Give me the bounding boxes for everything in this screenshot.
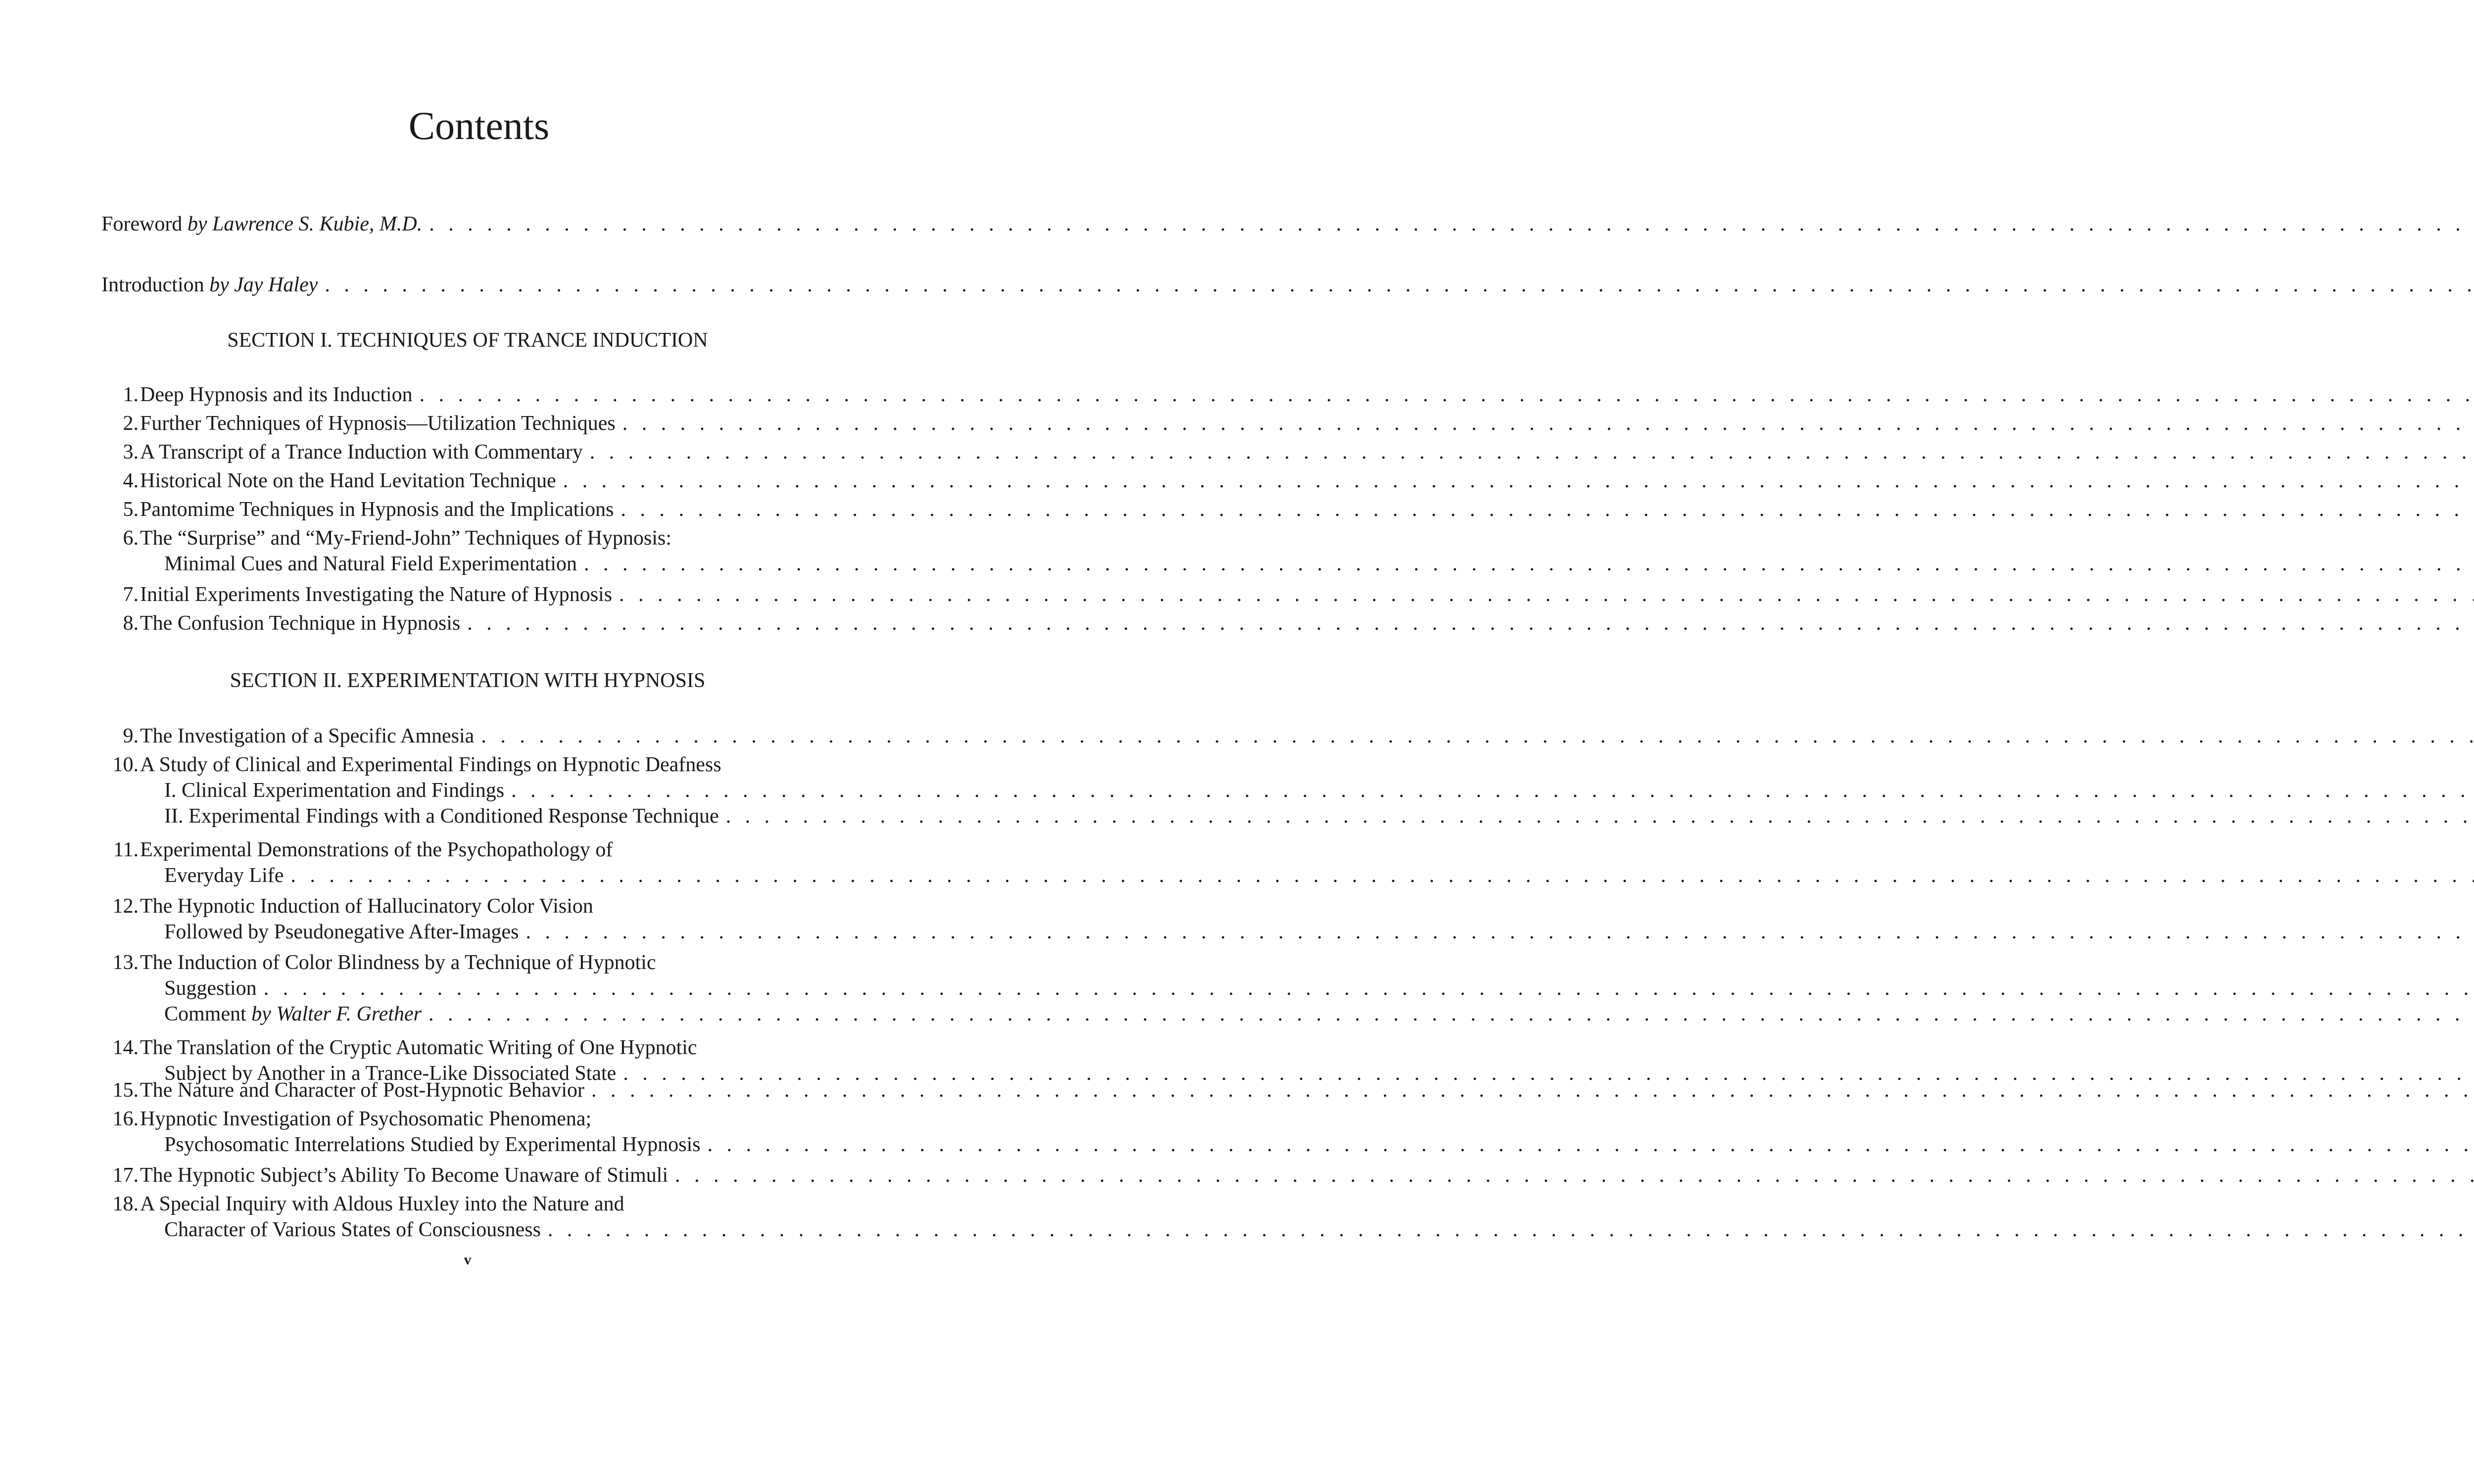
dot-leader [264, 974, 2474, 1002]
entry-title [164, 918, 519, 946]
dot-leader [584, 550, 2474, 578]
toc-line [101, 1216, 842, 1244]
toc-line [101, 892, 842, 920]
entry-title-text: Deep Hypnosis and its Induction [140, 383, 413, 406]
entry-title [140, 1076, 584, 1104]
entry-title-text: Character of Various States of Consciousness [164, 1218, 541, 1241]
entry-title-text: Suggestion [164, 977, 257, 1000]
toc-line [101, 271, 842, 299]
toc-entry [101, 1105, 842, 1159]
entry-title [140, 892, 593, 920]
dot-leader [590, 438, 2474, 466]
toc-line [101, 524, 842, 552]
toc-line [101, 862, 842, 889]
toc-line [101, 438, 842, 466]
entry-title-text: The Hypnotic Induction of Hallucinatory Color Vision [140, 895, 593, 918]
entry-number: 17. [112, 1164, 139, 1187]
dot-leader [428, 1000, 2474, 1028]
entry-title-text: Psychosomatic Interrelations Studied by Experimental Hypnosis [164, 1133, 701, 1156]
contents-page [0, 0, 958, 1484]
toc-line [101, 1105, 842, 1133]
toc-line [101, 974, 842, 1002]
toc-line [101, 1161, 842, 1189]
entry-title-text: Followed by Pseudonegative After-Images [164, 921, 519, 943]
dot-leader [548, 1216, 2474, 1244]
entry-title [140, 581, 612, 608]
dot-leader [325, 271, 2474, 299]
toc-entry [101, 836, 842, 889]
toc-line [101, 1076, 842, 1104]
entry-title [140, 1190, 624, 1218]
dot-leader [708, 1131, 2474, 1159]
entry-title [140, 1034, 697, 1062]
toc-line [101, 410, 842, 437]
entry-title-text: The “Surprise” and “My-Friend-John” Techniques of Hypnosis: [140, 527, 672, 550]
toc-line [101, 609, 842, 637]
toc-line [101, 751, 842, 779]
byline-word: by [187, 213, 207, 235]
toc-entry [101, 1076, 842, 1104]
toc-entry [101, 496, 842, 523]
entry-title [140, 381, 413, 409]
entry-title [140, 467, 556, 495]
entry-title [140, 722, 474, 750]
entry-title [164, 777, 504, 804]
entry-title [140, 1105, 591, 1133]
entry-number: 7. [123, 583, 139, 606]
entry-title-text: The Nature and Character of Post-Hypnotic Behavior [140, 1079, 585, 1102]
entry-title-text: A Special Inquiry with Aldous Huxley into the Nature and [140, 1193, 624, 1215]
entry-number: 16. [112, 1108, 139, 1130]
entry-number: 13. [112, 951, 139, 974]
entry-title-text: The Induction of Color Blindness by a Technique of Hypnotic [140, 951, 656, 974]
entry-number: 11. [113, 838, 139, 861]
toc-line [101, 1190, 842, 1218]
author-name: Jay Haley [234, 274, 318, 296]
dot-leader [467, 609, 2474, 637]
entry-number: 14. [112, 1036, 139, 1059]
section-heading: SECTION II. EXPERIMENTATION WITH HYPNOSIS [230, 669, 706, 692]
entry-title-text: The Investigation of a Specific Amnesia [140, 725, 475, 747]
section-heading: SECTION I. TECHNIQUES OF TRANCE INDUCTION [227, 329, 708, 352]
toc-line [101, 802, 842, 830]
entry-title [140, 751, 721, 779]
toc-line [101, 949, 842, 976]
entry-title-text: A Study of Clinical and Experimental Findings on Hypnotic Deafness [140, 753, 721, 776]
front-matter-entry [101, 271, 842, 299]
toc-entry [101, 410, 842, 437]
toc-line [101, 918, 842, 946]
author-name: Walter F. Grether [276, 1003, 422, 1025]
entry-title [164, 550, 577, 578]
toc-line [101, 836, 842, 864]
dot-leader [619, 581, 2474, 608]
entry-title-text: Comment [164, 1003, 246, 1025]
entry-title-text: The Translation of the Cryptic Automatic Writing of One Hypnotic [140, 1036, 697, 1059]
byline-word: by [209, 274, 229, 296]
toc-entry [101, 381, 842, 409]
entry-title [140, 410, 616, 437]
front-matter-entry [101, 210, 842, 238]
entry-title [140, 496, 614, 523]
entry-title-text: II. Experimental Findings with a Conditioned Response Technique [164, 805, 719, 828]
toc-line [101, 581, 842, 608]
entry-title-text: Subject by Another in a Trance-Like Dissociated State [164, 1062, 617, 1085]
dot-leader [481, 722, 2474, 750]
toc-line [101, 1131, 842, 1159]
entry-number: 9. [123, 725, 139, 747]
toc-entry [101, 581, 842, 608]
dot-leader [563, 467, 2474, 495]
entry-number: 12. [112, 895, 139, 918]
entry-title-text: Minimal Cues and Natural Field Experimentation [164, 553, 577, 575]
entry-title [164, 1216, 541, 1244]
entry-title [140, 949, 656, 976]
entry-number: 2. [123, 412, 139, 435]
toc-line [101, 1000, 842, 1028]
entry-title-text: Pantomime Techniques in Hypnosis and the Implications [140, 498, 614, 521]
entry-number: 1. [123, 383, 139, 406]
entry-title [140, 524, 671, 552]
entry-number: 4. [123, 469, 139, 492]
entry-title-text: A Transcript of a Trance Induction with Commentary [140, 441, 583, 464]
entry-title-text: Hypnotic Investigation of Psychosomatic Phenomena; [140, 1108, 592, 1130]
entry-title [101, 271, 318, 299]
dot-leader [420, 381, 2474, 409]
dot-leader [429, 210, 2474, 238]
page-folio: v [464, 1252, 472, 1268]
toc-entry [101, 524, 842, 578]
entry-title [164, 974, 257, 1002]
entry-title [164, 802, 719, 830]
entry-title-text: The Confusion Technique in Hypnosis [140, 612, 461, 635]
dot-leader [621, 496, 2474, 523]
entry-number: 18. [112, 1193, 139, 1215]
dot-leader [290, 862, 2474, 889]
entry-title-text: I. Clinical Experimentation and Findings [164, 779, 505, 802]
toc-entry [101, 751, 842, 830]
toc-line [101, 381, 842, 409]
toc-line [101, 722, 842, 750]
toc-line [101, 777, 842, 804]
dot-leader [511, 777, 2474, 804]
entry-title-text: Experimental Demonstrations of the Psychopathology of [140, 838, 613, 861]
entry-title [140, 438, 583, 466]
entry-title [140, 1161, 668, 1189]
entry-number: 5. [123, 498, 139, 521]
entry-number: 3. [123, 441, 139, 464]
toc-line [101, 1034, 842, 1062]
entry-title [164, 1131, 701, 1159]
entry-title-text: Everyday Life [164, 864, 284, 887]
entry-title-text: Initial Experiments Investigating the Nature of Hypnosis [140, 583, 613, 606]
dot-leader [591, 1076, 2474, 1104]
toc-entry [101, 438, 842, 466]
byline-word: by [251, 1003, 271, 1025]
toc-entry [101, 1161, 842, 1189]
entry-title-text: The Hypnotic Subject’s Ability To Become Unaware of Stimuli [140, 1164, 668, 1187]
toc-entry [101, 949, 842, 1028]
dot-leader [726, 802, 2474, 830]
dot-leader [622, 410, 2474, 437]
toc-entry [101, 1190, 842, 1244]
toc-line [101, 210, 842, 238]
entry-title-text: Historical Note on the Hand Levitation Technique [140, 469, 556, 492]
entry-title-text: Foreword [101, 213, 183, 235]
author-name: Lawrence S. Kubie, M.D. [212, 213, 423, 235]
entry-title [164, 1000, 422, 1028]
toc-entry [101, 892, 842, 946]
entry-title [101, 210, 422, 238]
toc-line [101, 467, 842, 495]
toc-line [101, 496, 842, 523]
entry-title [140, 609, 460, 637]
dot-leader [526, 918, 2474, 946]
dot-leader [675, 1161, 2474, 1189]
entry-number: 15. [112, 1079, 139, 1102]
page-title: Contents [408, 104, 550, 148]
toc-entry [101, 722, 842, 750]
entry-number: 10. [112, 753, 139, 776]
entry-title [164, 862, 284, 889]
entry-title [140, 836, 613, 864]
toc-entry [101, 609, 842, 637]
entry-title-text: Introduction [101, 274, 204, 296]
entry-title-text: Further Techniques of Hypnosis—Utilization Techniques [140, 412, 616, 435]
toc-line [101, 550, 842, 578]
entry-number: 6. [123, 527, 139, 550]
toc-entry [101, 467, 842, 495]
entry-number: 8. [123, 612, 139, 635]
